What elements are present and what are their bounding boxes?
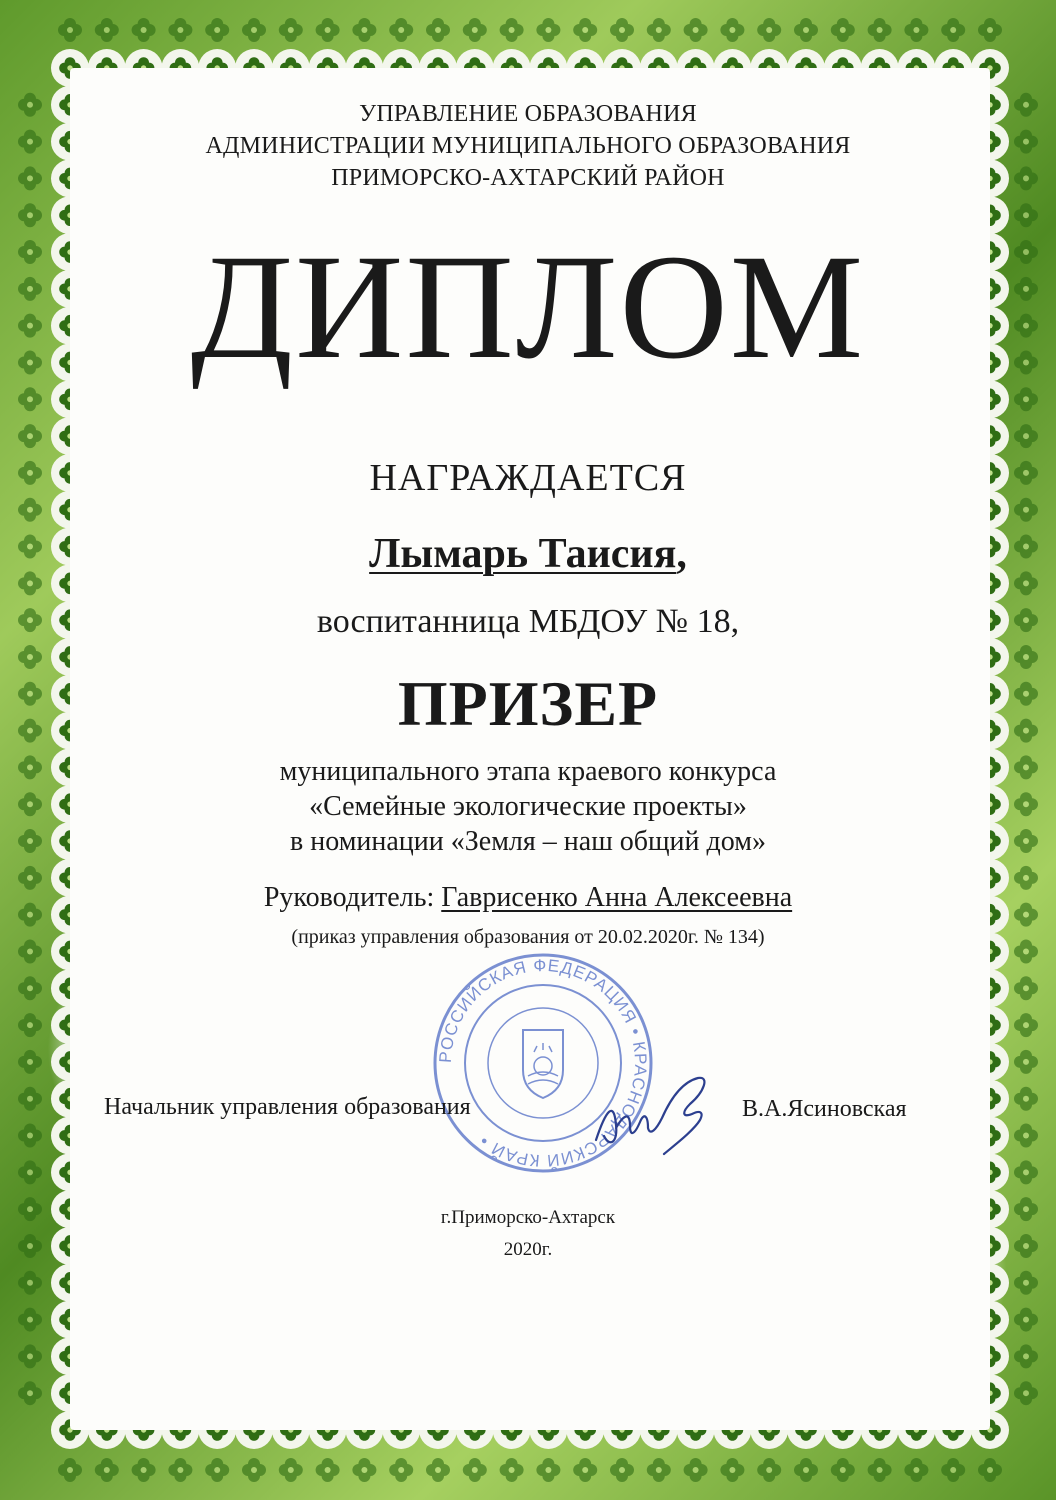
recipient-name: Лымарь Таисия: [369, 531, 677, 577]
awarded-label: НАГРАЖДАЕТСЯ: [369, 457, 687, 499]
diploma-title: ДИПЛОМ: [190, 224, 866, 390]
footer-year: 2020г.: [503, 1239, 553, 1260]
org-line-1: УПРАВЛЕНИЕ ОБРАЗОВАНИЯ: [359, 101, 697, 127]
signatory-name: В.А.Ясиновская: [742, 1096, 907, 1122]
organization-header: [0, 98, 1056, 194]
contest-line-1: муниципального этапа краевого конкурса: [279, 756, 777, 787]
leader-label: Руководитель:: [263, 882, 442, 913]
footer-city: г.Приморско-Ахтарск: [440, 1207, 616, 1228]
org-line-3: ПРИМОРСКО-АХТАРСКИЙ РАЙОН: [331, 165, 725, 191]
award-rank: ПРИЗЕР: [397, 668, 659, 739]
handwritten-signature: [586, 1070, 736, 1160]
order-note: (приказ управления образования от 20.02.2020г. № 134): [291, 926, 765, 948]
leader-line: [0, 880, 1056, 916]
coat-of-arms-icon: [523, 1030, 563, 1098]
recipient-name-suffix: ,: [676, 531, 687, 577]
contest-line-3: в номинации «Земля – наш общий дом»: [290, 826, 766, 857]
contest-description: [0, 754, 1056, 859]
signatory-position: Начальник управления образования: [104, 1094, 471, 1120]
stamp-outer-text: РОССИЙСКАЯ ФЕДЕРАЦИЯ • КРАСНОДАРСКИЙ КРАЙ •: [435, 955, 651, 1171]
recipient-name-line: [0, 530, 1056, 578]
contest-line-2: «Семейные экологические проекты»: [309, 791, 747, 822]
org-line-2: АДМИНИСТРАЦИИ МУНИЦИПАЛЬНОГО ОБРАЗОВАНИЯ: [205, 133, 851, 159]
recipient-description: воспитанница МБДОУ № 18,: [316, 603, 740, 640]
leader-name: Гаврисенко Анна Алексеевна: [441, 882, 793, 913]
